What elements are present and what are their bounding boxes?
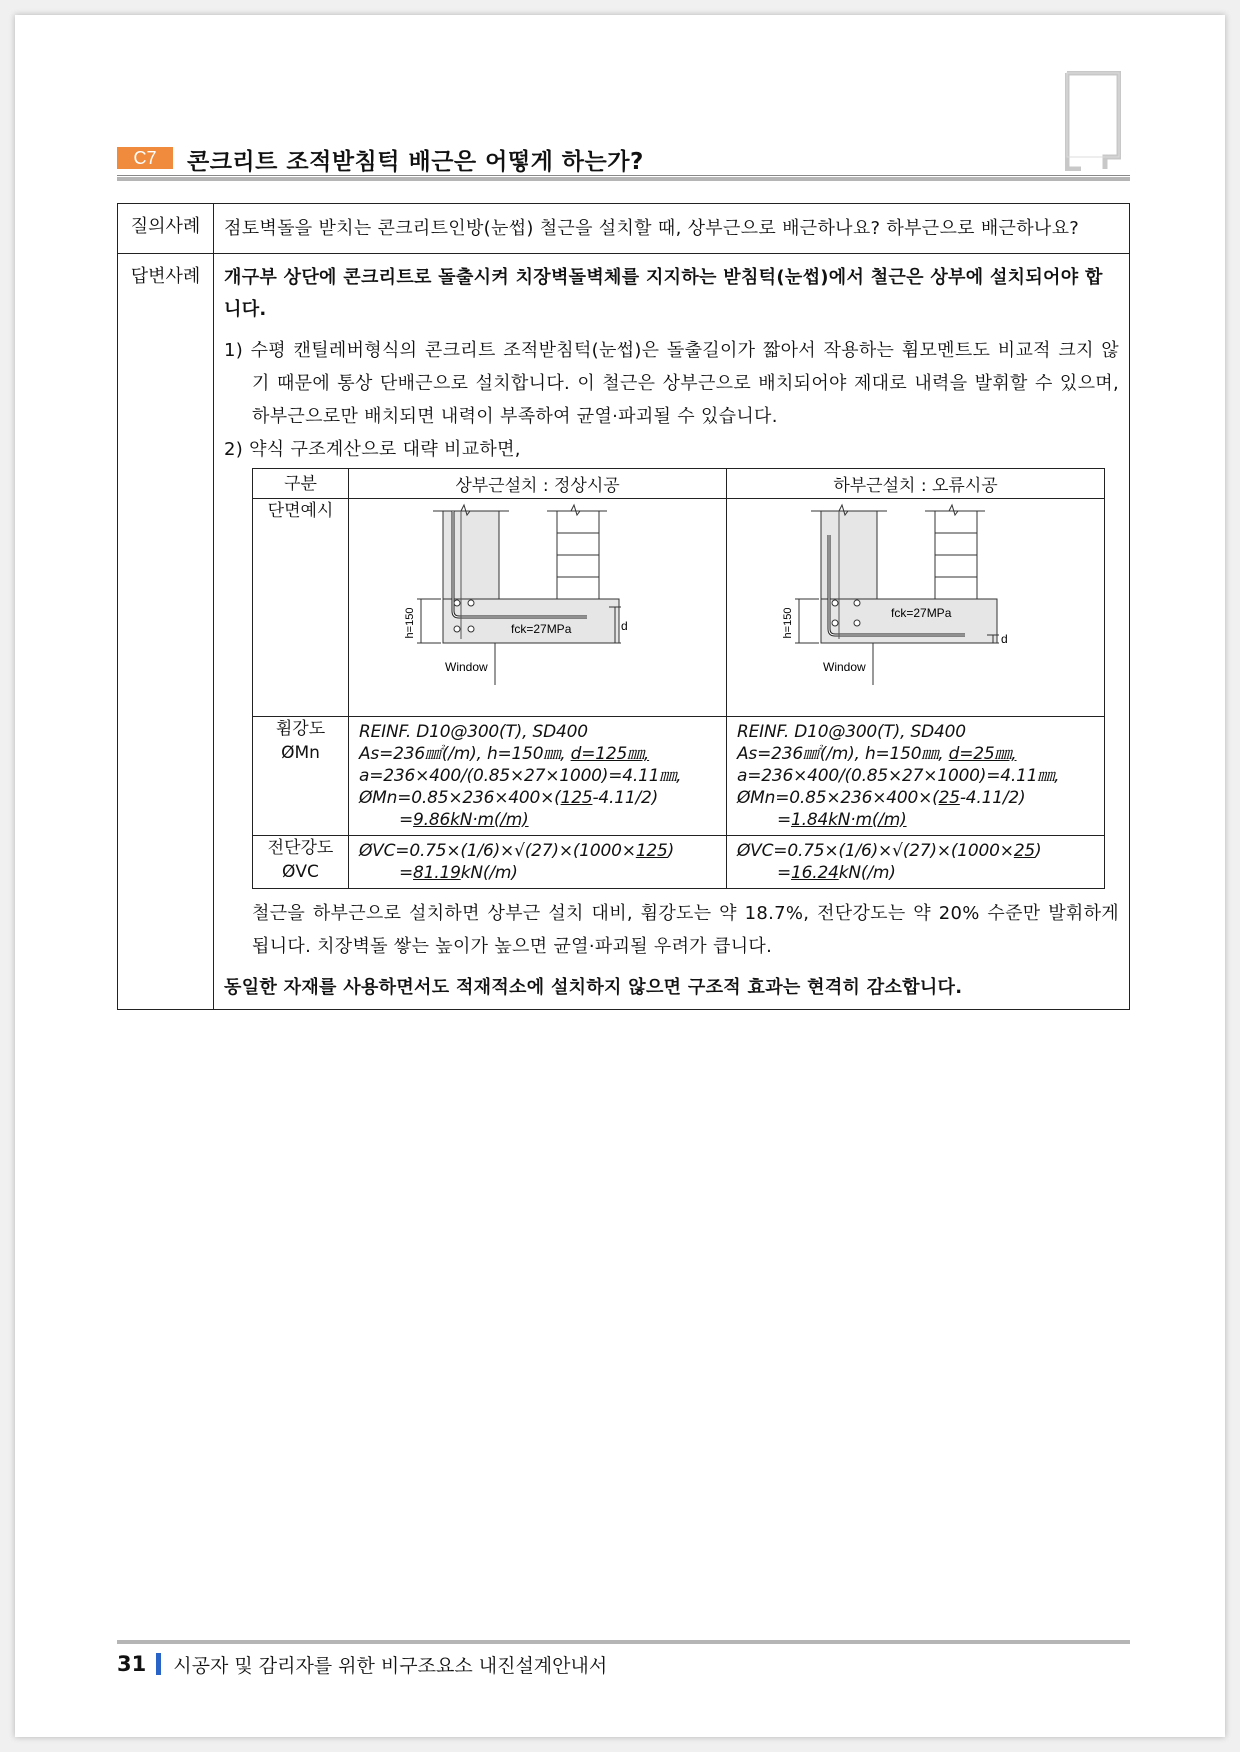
answer-point-2: 2) 약식 구조계산으로 대략 비교하면, [224,439,521,460]
question-label: 질의사례 [118,204,214,254]
formula-text: = [399,810,414,830]
shear-label-ko: 전단강도 [267,838,334,858]
answer-point-1: 1) 수평 캔틸레버형식의 콘크리트 조적받침턱(눈썹)은 돌출길이가 짧아서 작용하는 휨모멘트도 비교적 크지 않기 때문에 통상 단배근으로 설치합니다. 이 철근은 상부근으로 배치되어야 제대로 내력을 발휘할 수 있으며, 하부근으로만 배치되면 내력이 부족하여 균열·파괴될 수 있습니다. [224,340,1119,427]
formula-highlight: d=25㎜, [948,744,1017,764]
answer-row [118,254,1130,1010]
flexure-bottom-formula [727,717,1105,836]
page-number: 31 [117,1652,147,1676]
formula-text: kN(/m) [838,863,896,883]
footer-accent-bar [156,1653,161,1675]
answer-body [214,254,1130,1010]
section-row-label: 단면예시 [253,499,349,717]
flexure-row [253,717,1105,836]
formula-text: ) [667,841,675,861]
page-title: 콘크리트 조적받침턱 배근은 어떻게 하는가? [187,149,644,175]
section-title-bar [117,135,1130,181]
title-underline [117,175,1130,176]
formula-highlight: 1.84kN·m(/m) [791,810,907,830]
window-label: Window [823,660,866,674]
dim-h-label: h=150 [782,607,794,639]
formula-line [359,840,716,862]
formula-highlight: 125 [560,788,593,808]
col-top-header: 상부근설치 : 정상시공 [349,469,727,499]
qa-table [117,203,1130,1010]
col-label-header: 구분 [253,469,349,499]
formula-highlight: 16.24 [791,863,839,883]
shear-row-label [253,836,349,889]
formula-text: = [777,810,792,830]
section-badge: C7 [117,147,173,169]
formula-text: -4.11/2) [959,788,1026,808]
flexure-label-symbol: ØMn [281,743,320,763]
page [15,15,1225,1737]
formula-text: kN(/m) [460,863,518,883]
diagram-top-rebar [349,499,727,717]
formula-highlight: d=125㎜, [570,744,650,764]
col-bottom-header: 하부근설치 : 오류시공 [727,469,1105,499]
comparison-summary: 철근을 하부근으로 설치하면 상부근 설치 대비, 휨강도는 약 18.7%, 전단강도는 약 20% 수준만 발휘하게 됩니다. 치장벽돌 쌓는 높이가 높으면 균열·파괴될 우려가 큽니다. [252,903,1119,957]
shear-bottom-formula [727,836,1105,889]
shear-row [253,836,1105,889]
fck-label: fck=27MPa [891,606,952,620]
comparison-table [252,468,1105,889]
dim-d-label: d [1001,632,1008,646]
formula-highlight: 125 [635,841,668,861]
footer-rule [117,1640,1130,1644]
fck-label: fck=27MPa [511,622,572,636]
footer-doc-title: 시공자 및 감리자를 위한 비구조요소 내진설계안내서 [173,1654,608,1677]
section-row [253,499,1105,717]
comparison-header-row [253,469,1105,499]
formula-text: As=236㎟(/m), h=150㎜, [359,744,571,764]
formula-text: As=236㎟(/m), h=150㎜, [737,744,949,764]
answer-lead: 개구부 상단에 콘크리트로 돌출시켜 치장벽돌벽체를 지지하는 받침턱(눈썹)에서 철근은 상부에 설치되어야 합니다. [224,267,1103,320]
formula-result [737,862,1094,884]
answer-label: 답변사례 [118,254,214,1010]
formula-text: ØMn=0.85×236×400×( [737,788,939,808]
formula-text: ØVC=0.75×(1/6)×√(27)×(1000× [359,841,636,861]
formula-highlight: 25 [1013,841,1036,861]
formula-text: -4.11/2) [592,788,659,808]
shear-top-formula [349,836,727,889]
formula-line: a=236×400/(0.85×27×1000)=4.11㎜, [737,766,1060,786]
question-row [118,204,1130,254]
formula-line [737,743,1094,765]
window-label: Window [445,660,488,674]
diagram-bottom-rebar [727,499,1105,717]
formula-line: REINF. D10@300(T), SD400 [737,722,966,742]
section-diagram-bottom [727,499,1065,711]
flexure-label-ko: 휨강도 [275,719,326,739]
formula-line [359,787,716,809]
formula-result [359,809,716,831]
formula-line [737,840,1094,862]
formula-line [737,787,1094,809]
formula-line [359,743,716,765]
dim-d-label: d [621,619,628,633]
formula-result [737,809,1094,831]
shear-label-symbol: ØVC [282,862,319,882]
formula-line: a=236×400/(0.85×27×1000)=4.11㎜, [359,766,682,786]
formula-text: = [777,863,792,883]
formula-text: ØMn=0.85×236×400×( [359,788,561,808]
flexure-top-formula [349,717,727,836]
page-footer [117,1651,607,1677]
formula-highlight: 25 [938,788,960,808]
formula-text: = [399,863,414,883]
formula-highlight: 81.19 [413,863,461,883]
formula-line: REINF. D10@300(T), SD400 [359,722,588,742]
section-diagram-top [349,499,687,711]
formula-highlight: 9.86kN·m(/m) [413,810,529,830]
question-text: 점토벽돌을 받치는 콘크리트인방(눈썹) 철근을 설치할 때, 상부근으로 배근하나요? 하부근으로 배근하나요? [214,204,1130,254]
formula-result [359,862,716,884]
flexure-row-label [253,717,349,836]
formula-text: ØVC=0.75×(1/6)×√(27)×(1000× [737,841,1014,861]
formula-text: ) [1035,841,1042,861]
dim-h-label: h=150 [404,607,416,639]
conclusion: 동일한 자재를 사용하면서도 적재적소에 설치하지 않으면 구조적 효과는 현격히 감소합니다. [224,977,963,998]
